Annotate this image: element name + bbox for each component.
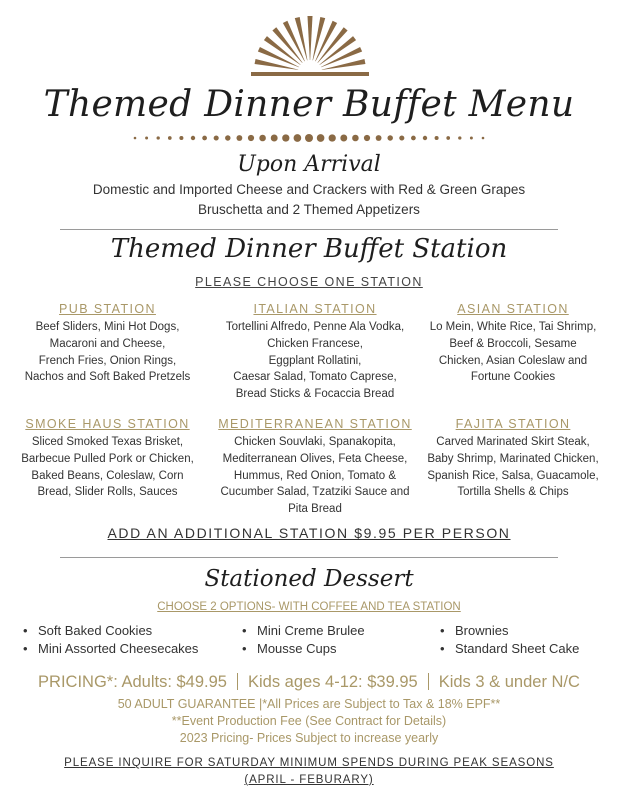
station-item: Fortune Cookies [470, 371, 556, 384]
dessert-item: • Soft Baked Cookies [23, 622, 198, 640]
dessert-heading: Stationed Dessert [204, 566, 414, 592]
pricing-year-note: 2023 Pricing- Prices Subject to increase yearly [179, 731, 439, 745]
station-name: FAJITA STATION [455, 417, 571, 431]
inquire-note: PLEASE INQUIRE FOR SATURDAY MINIMUM SPENDS DURING PEAK SEASONS [64, 757, 554, 769]
station-italian [208, 302, 422, 403]
station-mediterranean [208, 417, 422, 518]
dessert-item: • Mini Creme Brulee [242, 622, 365, 640]
arrival-heading: Upon Arrival [237, 152, 381, 177]
buffet-heading: Themed Dinner Buffet Station [110, 234, 508, 264]
station-name: ITALIAN STATION [253, 302, 377, 316]
station-item: Beef Sliders, Mini Hot Dogs, [35, 321, 180, 333]
buffet-instruction: PLEASE CHOOSE ONE STATION [195, 275, 423, 289]
dessert-item: • Standard Sheet Cake [440, 640, 579, 658]
price-kids: Kids ages 4-12: $39.95 [247, 673, 418, 691]
station-item: Nachos and Soft Baked Pretzels [24, 371, 191, 384]
station-item: Pita Bread [288, 503, 342, 516]
page-title: Themed Dinner Buffet Menu [43, 84, 575, 125]
station-item: Carved Marinated Skirt Steak, [436, 436, 590, 448]
season-months: (APRIL - FEBURARY) [244, 774, 374, 786]
guarantee-note: 50 ADULT GUARANTEE |*All Prices are Subject to Tax & 18% EPF** [117, 697, 501, 711]
arrival-line-1: Domestic and Imported Cheese and Crackers with Red & Green Grapes [92, 182, 526, 197]
station-item: Macaroni and Cheese, [49, 337, 166, 350]
divider-line [60, 229, 558, 230]
dessert-column [440, 622, 579, 658]
station-item: Bread, Slider Rolls, Sauces [37, 486, 178, 499]
station-item: Barbecue Pulled Pork or Chicken, [21, 452, 194, 465]
station-fajita [418, 417, 608, 501]
station-item: Spanish Rice, Salsa, Guacamole, [427, 469, 599, 482]
station-item: Tortellini Alfredo, Penne Ala Vodka, [225, 321, 405, 333]
station-name: PUB STATION [59, 302, 156, 316]
station-item: Lo Mein, White Rice, Tai Shrimp, [429, 321, 597, 333]
pricing-line [0, 673, 618, 692]
station-item: Baby Shrimp, Marinated Chicken, [427, 452, 599, 465]
dot-divider [130, 133, 488, 143]
price-separator [237, 673, 238, 690]
arrival-line-2: Bruschetta and 2 Themed Appetizers [198, 202, 420, 217]
station-name: MEDITERRANEAN STATION [218, 417, 412, 431]
dessert-item: • Mousse Cups [242, 640, 365, 658]
station-item: Cucumber Salad, Tzatziki Sauce and [220, 486, 410, 499]
dessert-item: • Mini Assorted Cheesecakes [23, 640, 198, 658]
station-smoke-haus [10, 417, 205, 501]
station-item: Hummus, Red Onion, Tomato & [233, 469, 397, 482]
dessert-item: • Brownies [440, 622, 579, 640]
price-small-kids: Kids 3 & under N/C [438, 673, 580, 691]
station-item: Eggplant Rollatini, [268, 354, 362, 367]
dessert-column [242, 622, 365, 658]
price-adults: PRICING*: Adults: $49.95 [38, 673, 227, 691]
station-item: Sliced Smoked Texas Brisket, [31, 436, 184, 448]
station-asian [418, 302, 608, 386]
divider-line [60, 557, 558, 558]
sunburst-fan-icon [245, 12, 375, 78]
fee-note: **Event Production Fee (See Contract for Details) [171, 714, 447, 728]
station-item: Chicken Souvlaki, Spanakopita, [234, 436, 396, 448]
station-item: Chicken Francese, [267, 337, 363, 350]
station-item: Tortilla Shells & Chips [457, 486, 569, 499]
station-item: Mediterranean Olives, Feta Cheese, [222, 452, 408, 465]
station-pub [10, 302, 205, 386]
station-name: ASIAN STATION [457, 302, 569, 316]
station-item: Caesar Salad, Tomato Caprese, [233, 371, 397, 384]
dessert-instruction: CHOOSE 2 OPTIONS- WITH COFFEE AND TEA STATION [157, 601, 461, 613]
station-item: Bread Sticks & Focaccia Bread [235, 388, 395, 401]
add-station-note: ADD AN ADDITIONAL STATION $9.95 PER PERSON [107, 525, 511, 541]
station-item: Baked Beans, Coleslaw, Corn [31, 469, 184, 482]
station-item: Chicken, Asian Coleslaw and [438, 354, 588, 367]
price-separator [428, 673, 429, 690]
station-name: SMOKE HAUS STATION [25, 417, 190, 431]
station-item: Beef & Broccoli, Sesame [449, 337, 577, 350]
dessert-column [23, 622, 198, 658]
station-item: French Fries, Onion Rings, [38, 354, 177, 367]
